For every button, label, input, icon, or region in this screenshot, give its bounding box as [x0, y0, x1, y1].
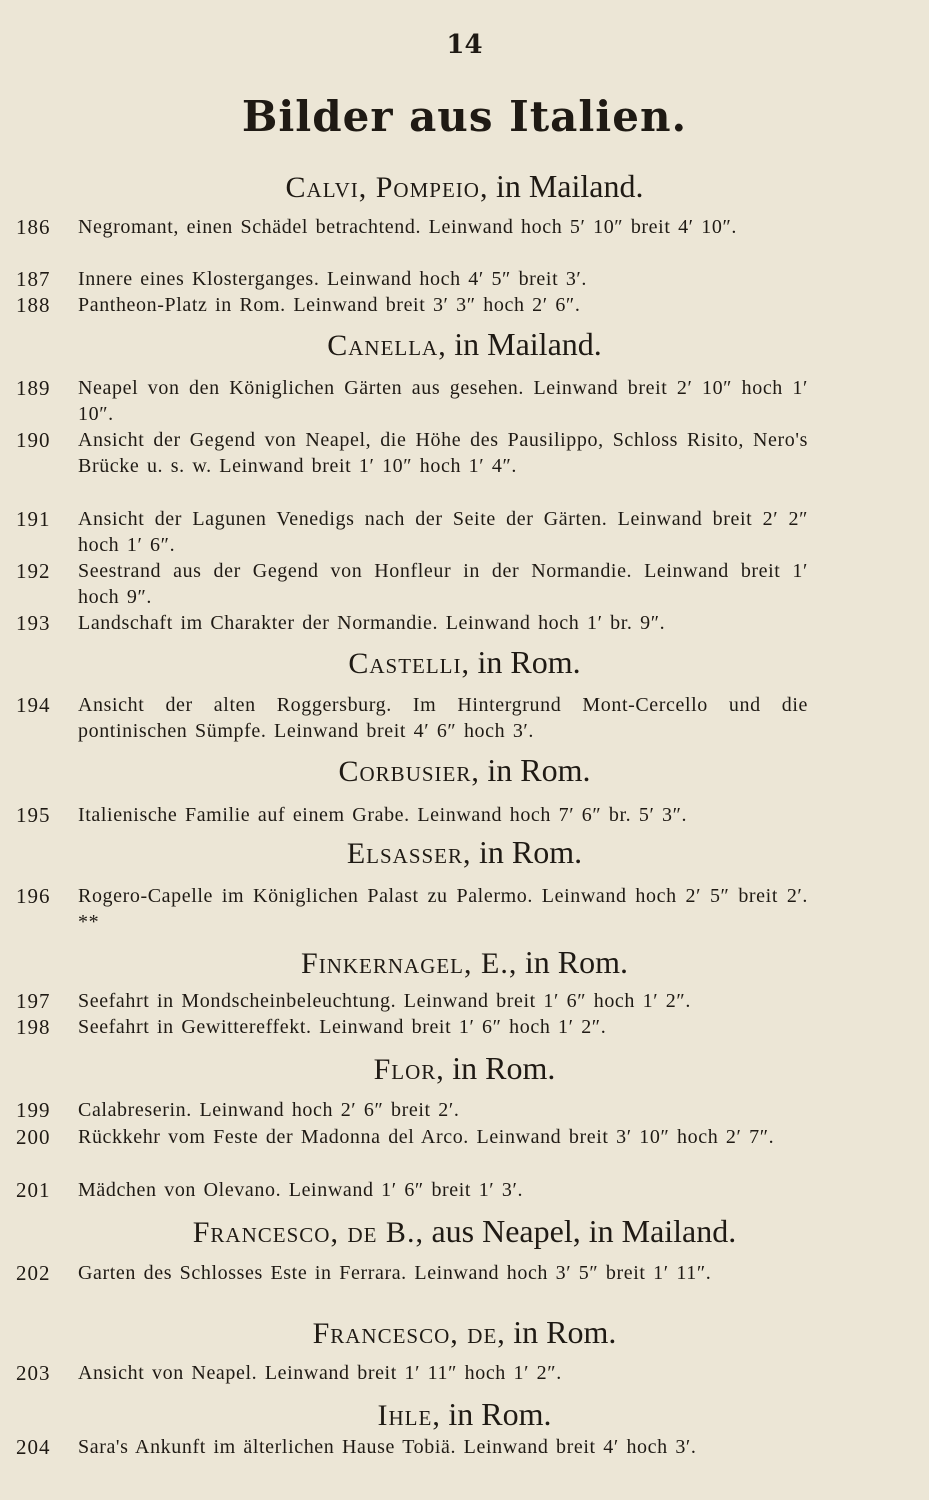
- artist-heading-castelli: [0, 644, 929, 682]
- entry-number: 195: [16, 803, 51, 827]
- entry-number: 194: [16, 693, 51, 717]
- artist-location: in Rom.: [477, 644, 581, 680]
- entry-number: 198: [16, 1015, 51, 1039]
- artist-location: in Rom.: [452, 1050, 556, 1086]
- artist-heading-finkernagel: [0, 944, 929, 982]
- entry-number: 199: [16, 1098, 51, 1122]
- entry-description: Calabreserin. Leinwand hoch 2′ 6″ breit 2′.: [78, 1099, 460, 1121]
- artist-heading-flor: [0, 1050, 929, 1088]
- artist-location: in Rom.: [524, 944, 628, 980]
- artist-heading-elsasser: [0, 834, 929, 872]
- entry-number: 190: [16, 428, 51, 452]
- entry-description: Italienische Familie auf einem Grabe. Leinwand hoch 7′ 6″ br. 5′ 3″.: [78, 804, 688, 826]
- entry-number: 203: [16, 1361, 51, 1385]
- artist-name: Francesco, de,: [312, 1317, 506, 1350]
- page-title: Bilder aus Italien.: [241, 92, 688, 141]
- artist-heading-calvi: [0, 168, 929, 206]
- artist-name: Castelli,: [348, 647, 471, 680]
- artist-location: in Rom.: [487, 752, 591, 788]
- entry-number: 187: [16, 267, 51, 291]
- entry-number: 204: [16, 1435, 51, 1459]
- entry-description: Sara's Ankunft im älterlichen Hause Tobiä. Leinwand breit 4′ hoch 3′.: [78, 1436, 697, 1458]
- entry-description: Ansicht der Gegend von Neapel, die Höhe des Pausilippo, Schloss Risito, Nero's Brücke u. s. w. Leinwand breit 1′ 10″ hoch 1′ 4″.: [78, 429, 808, 477]
- entry-number: 193: [16, 611, 51, 635]
- entry-description: Mädchen von Olevano. Leinwand 1′ 6″ breit 1′ 3′.: [78, 1179, 524, 1201]
- artist-name: Elsasser,: [346, 837, 472, 870]
- entry-description: Innere eines Klosterganges. Leinwand hoch 4′ 5″ breit 3′.: [78, 268, 587, 290]
- entry-description: Landschaft im Charakter der Normandie. Leinwand hoch 1′ br. 9″.: [78, 612, 666, 634]
- entry-number: 196: [16, 884, 51, 908]
- artist-name: Finkernagel, E.,: [301, 947, 518, 980]
- entry-description: Garten des Schlosses Este in Ferrara. Leinwand hoch 3′ 5″ breit 1′ 11″.: [78, 1262, 712, 1284]
- artist-location: in Rom.: [448, 1396, 552, 1432]
- entry-number: 186: [16, 215, 51, 239]
- page-number: 14: [446, 30, 483, 60]
- artist-location: in Rom.: [513, 1314, 617, 1350]
- entry-number: 200: [16, 1125, 51, 1149]
- entry-description: Negromant, einen Schädel betrachtend. Leinwand hoch 5′ 10″ breit 4′ 10″.: [78, 216, 737, 238]
- entry-number: 197: [16, 989, 51, 1013]
- entry-description: Rogero-Capelle im Königlichen Palast zu Palermo. Leinwand hoch 2′ 5″ breit 2′. **: [78, 885, 808, 933]
- entry-description: Seefahrt in Mondscheinbeleuchtung. Leinwand breit 1′ 6″ hoch 1′ 2″.: [78, 990, 691, 1012]
- artist-name: Flor,: [373, 1053, 445, 1086]
- entry-number: 201: [16, 1178, 51, 1202]
- entry-description: Ansicht von Neapel. Leinwand breit 1′ 11″ hoch 1′ 2″.: [78, 1362, 562, 1384]
- entry-description: Pantheon-Platz in Rom. Leinwand breit 3′ 3″ hoch 2′ 6″.: [78, 294, 581, 316]
- artist-location: in Mailand.: [454, 326, 602, 362]
- entry-number: 191: [16, 507, 51, 531]
- artist-name: Francesco, de B.,: [192, 1216, 424, 1249]
- entry-description: Rückkehr vom Feste der Madonna del Arco. Leinwand breit 3′ 10″ hoch 2′ 7″.: [78, 1126, 775, 1148]
- artist-heading-francesco-de-b: [0, 1213, 929, 1251]
- artist-location: in Rom.: [479, 834, 583, 870]
- artist-name: Ihle,: [377, 1399, 441, 1432]
- artist-location: aus Neapel, in Mailand.: [431, 1213, 737, 1249]
- artist-heading-canella: [0, 326, 929, 364]
- artist-name: Calvi, Pompeio,: [285, 171, 489, 204]
- entry-description: Ansicht der alten Roggersburg. Im Hintergrund Mont-Cercello und die pontinischen Sümpfe. Leinwand breit 4′ 6″ hoch 3′.: [78, 694, 808, 742]
- entry-description: Neapel von den Königlichen Gärten aus gesehen. Leinwand breit 2′ 10″ hoch 1′ 10″.: [78, 377, 808, 425]
- artist-heading-corbusier: [0, 752, 929, 790]
- entry-description: Ansicht der Lagunen Venedigs nach der Seite der Gärten. Leinwand breit 2′ 2″ hoch 1′ 6″.: [78, 508, 808, 556]
- entry-number: 202: [16, 1261, 51, 1285]
- entry-number: 192: [16, 559, 51, 583]
- entry-number: 189: [16, 376, 51, 400]
- entry-description: Seestrand aus der Gegend von Honfleur in der Normandie. Leinwand breit 1′ hoch 9″.: [78, 560, 808, 608]
- artist-name: Canella,: [327, 329, 447, 362]
- entry-number: 188: [16, 293, 51, 317]
- artist-heading-francesco-de: [0, 1314, 929, 1352]
- artist-heading-ihle: [0, 1396, 929, 1434]
- entry-description: Seefahrt in Gewittereffekt. Leinwand breit 1′ 6″ hoch 1′ 2″.: [78, 1016, 607, 1038]
- artist-name: Corbusier,: [338, 755, 480, 788]
- artist-location: in Mailand.: [495, 168, 644, 204]
